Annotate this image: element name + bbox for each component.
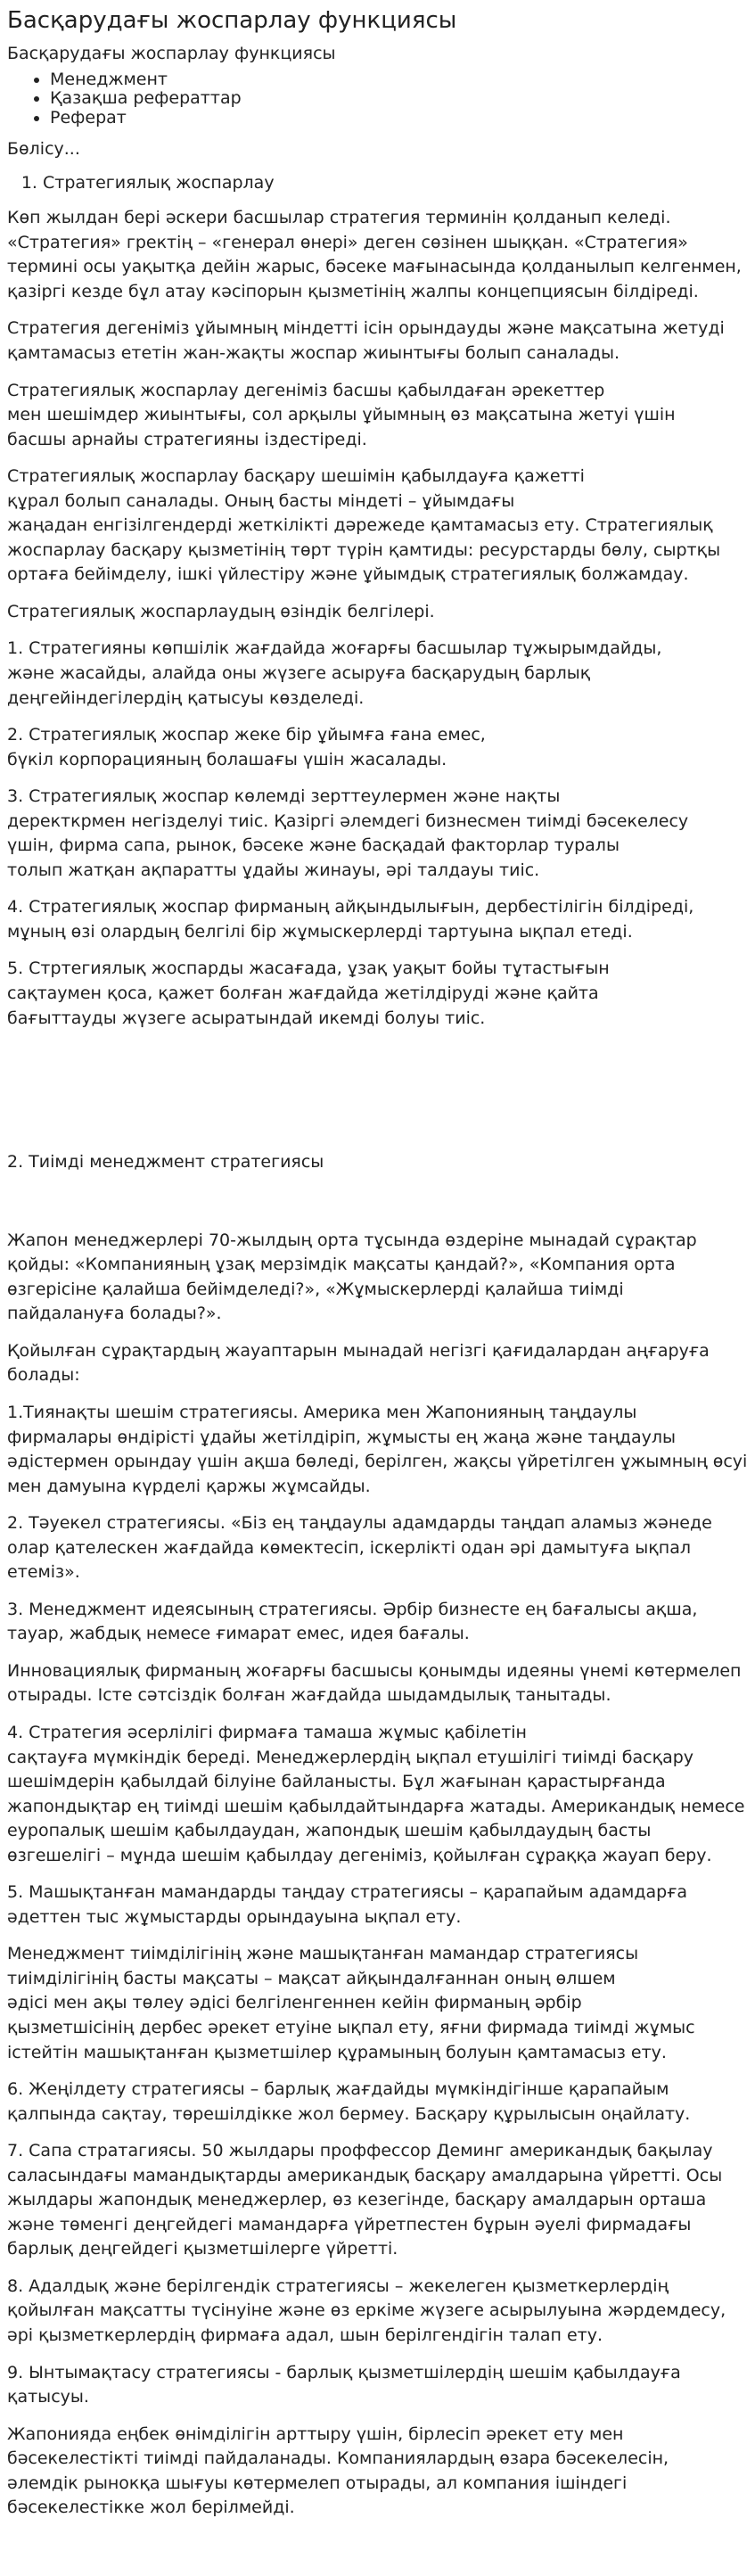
section-1-body	[7, 206, 748, 1031]
section-spacer	[7, 1043, 748, 1150]
section-2-heading: 2. Тиімді менеджмент стратегиясы	[7, 1152, 324, 1173]
page-subtitle: Басқарудағы жоспарлау функциясы	[7, 44, 336, 64]
paragraph: 5. Машықтанған мамандарды таңдау стратегиясы – қарапайым адамдарға әдеттен тыс жұмыстарды орындауына ықпал ету.	[7, 1882, 688, 1927]
toc-item: 1. Стратегиялық жоспарлау	[43, 171, 748, 196]
paragraph: 1.Тиянақты шешім стратегиясы. Америка мен Жапонияның таңдаулы фирмалары өндірісті ұдайы жетілдіріп, жұмысты ең жаңа және таңдаулы әдістермен орындау үшін ақша бөледі, берілген, жақсы үйретілген ұжымның өсуі мен дамуына күрделі қаржы жұмсайды.	[7, 1402, 748, 1496]
paragraph: 6. Жеңілдету стратегиясы – барлық жағдайды мүмкіндігінше қарапайым қалпында сақтау, төрешілдікке жол бермеу. Басқару құрылысын оңайлату.	[7, 2079, 691, 2124]
paragraph: Қойылған сұрақтардың жауаптарын мынадай негізгі қағидалардан аңғаруға болады:	[7, 1340, 710, 1386]
category-list	[7, 70, 748, 129]
paragraph: Көп жылдан бері әскери басшылар стратегия терминін қолданып келеді. «Стратегия» гректің – «генерал өнері» деген сөзінен шыққан. «Стратегия» термині осы уақытқа дейін жарыс, бәсеке мағынасында қолданылып келгенмен, қазіргі кезде бұл атау кәсіпорын қызметінің жалпы концепциясын білдіреді.	[7, 208, 742, 301]
section-2-body	[7, 1229, 748, 2521]
paragraph: 3. Менеджмент идеясының стратегиясы. Әрбір бизнесте ең бағалысы ақша, тауар, жабдық немесе ғимарат емес, идея бағалы.	[7, 1599, 698, 1644]
table-of-contents	[7, 171, 748, 196]
paragraph: 1. Стратегияны көпшілік жағдайда жоғарғы басшылар тұжырымдайды, және жасайды, алайда оны жүзеге асыруға басқарудың барлық деңгейіндегілердің қатысуы көзделеді.	[7, 638, 662, 708]
category-item-kazakh-essays	[50, 89, 748, 109]
paragraph: Менеджмент тиімділігінің және машықтанған мамандар стратегиясы тиімділігінің басты мақсаты – мақсат айқындалғаннан оның өлшем әдісі мен ақы төлеу әдісі белгіленгеннен кейін фирманың әрбір қызметшісінің дербес әрекет етуіне ықпал ету, яғни фирмада тиімді жұмыс істейтін машықтанған қызметшілер құрамының болуын қамтамасыз ету.	[7, 1944, 695, 2062]
document-page	[0, 5, 755, 2521]
paragraph: 8. Адалдық және берілгендік стратегиясы – жекелеген қызметкерлердің қойылған мақсатты түсінуіне және өз еркіме жүзеге асырылуына жәрдемдесу, әрі қызметкерлердің фирмаға адал, шын берілгендігін талап ету.	[7, 2276, 726, 2345]
paragraph: Стратегиялық жоспарлау дегеніміз басшы қабылдаған әрекеттер мен шешімдер жиынтығы, сол арқылы ұйымның өз мақсатына жетуі үшін басшы арнайы стратегияны іздестіреді.	[7, 380, 676, 449]
paragraph: 2. Тәуекел стратегиясы. «Біз ең таңдаулы адамдарды таңдап аламыз жәнеде олар қателескен жағдайда көмектесіп, іскерлікті одан әрі дамытуға ықпал етеміз».	[7, 1513, 712, 1583]
paragraph: 4. Стратегия әсерлілігі фирмаға тамаша жұмыс қабілетін сақтауға мүмкіндік береді. Менеджерлердің ықпал етушілігі тиімді басқару шешімдерін қабылдай білуіне байланысты. Бұл жағынан қарастырғанда жапондықтар ең тиімді шешім қабылдайтындарға жатады. Американдық немесе еуропалық шешім қабылдаудан, жапондық шешім қабылдаудың басты өзгешелігі – мұнда шешім қабылдау дегеніміз, қойылған сұраққа жауап беру.	[7, 1722, 745, 1865]
category-link-management[interactable]: Менеджмент	[50, 69, 168, 89]
paragraph: Жапон менеджерлері 70-жылдың орта тұсында өздеріне мынадай сұрақтар қойды: «Компанияның ұзақ мерзімдік мақсаты қандай?», «Компания орта өзгерісіне қалайша бейімделеді?», «Жұмыскерлерді қалайша тиімді пайдалануға болады?».	[7, 1230, 697, 1324]
category-link-kazakh-essays[interactable]: Қазақша рефераттар	[50, 88, 242, 109]
paragraph: 7. Сапа стратагиясы. 50 жылдары проффессор Деминг американдық бақылау саласындағы мамандықтарды американдық басқару амалдарына үйретті. Осы жылдары жапондық менеджерлер, өз кезегінде, басқару амалдарын орташа және төменгі деңгейдегі мамандарға үйретпестен бұрын әуелі фирмадағы барлық деңгейдегі қызметшілерге үйретті.	[7, 2141, 723, 2259]
paragraph: 9. Ынтымақтасу стратегиясы - барлық қызметшілердің шешім қабылдауға қатысуы.	[7, 2362, 681, 2407]
share-link[interactable]: Бөлісу...	[7, 139, 80, 160]
paragraph: Инновациялық фирманың жоғарғы басшысы қонымды идеяны үнемі көтермелеп отырады. Істе сәтсіздік болған жағдайда шыдамдылық танытады.	[7, 1660, 742, 1706]
paragraph: 4. Стратегиялық жоспар фирманың айқындылығын, дербестілігін білдіреді, мұның өзі олардың белгілі бір жұмыскерлерді тартуына ықпал етеді.	[7, 897, 694, 942]
paragraph: Жапонияда еңбек өнімділігін арттыру үшін, бірлесіп әрекет ету мен бәсекелестікті тиімді пайдаланады. Компаниялардың өзара бәсекелесін, әлемдік рынокқа шығуы көтермелеп отырады, ал компания ішіндегі бәсекелестікке жол берілмейді.	[7, 2424, 669, 2518]
category-item-management	[50, 70, 748, 90]
page-title: Басқарудағы жоспарлау функциясы	[7, 7, 457, 34]
paragraph: Стратегиялық жоспарлау басқару шешімін қабылдауға қажетті құрал болып саналады. Оның басты міндеті – ұйымдағы жаңадан енгізілгендерді жеткілікті дәрежеде қамтамасыз ету. Стратегиялық жоспарлау басқару қызметінің төрт түрін қамтиды: ресурстарды бөлу, сыртқы ортаға бейімделу, ішкі үйлестіру және ұйымдық стратегиялық болжамдау.	[7, 466, 721, 585]
paragraph: Стратегия дегеніміз ұйымның міндетті ісін орындауды және мақсатына жетуді қамтамасыз ететін жан-жақты жоспар жиынтығы болып саналады.	[7, 318, 725, 363]
category-link-essay[interactable]: Реферат	[50, 108, 127, 128]
paragraph: 2. Стратегиялық жоспар жеке бір ұйымға ғана емес, бүкіл корпорацияның болашағы үшін жасалады.	[7, 725, 486, 770]
paragraph: Стратегиялық жоспарлаудың өзіндік белгілері.	[7, 601, 435, 621]
category-item-essay	[50, 109, 748, 128]
paragraph: 5. Стртегиялық жоспарды жасағада, ұзақ уақыт бойы тұтастығын сақтаумен қоса, қажет болған жағдайда жетілдіруді және қайта бағыттауды жүзеге асыратындай икемді болуы тиіс.	[7, 959, 610, 1028]
paragraph: 3. Стратегиялық жоспар көлемді зерттеулермен және нақты деректкрмен негізделуі тиіс. Қазіргі әлемдегі бизнесмен тиімді бәсекелесу үшін, фирма сапа, рынок, бәсеке және басқадай факторлар туралы толып жатқан ақпаратты ұдайы жинауы, әрі талдауы тиіс.	[7, 786, 689, 880]
